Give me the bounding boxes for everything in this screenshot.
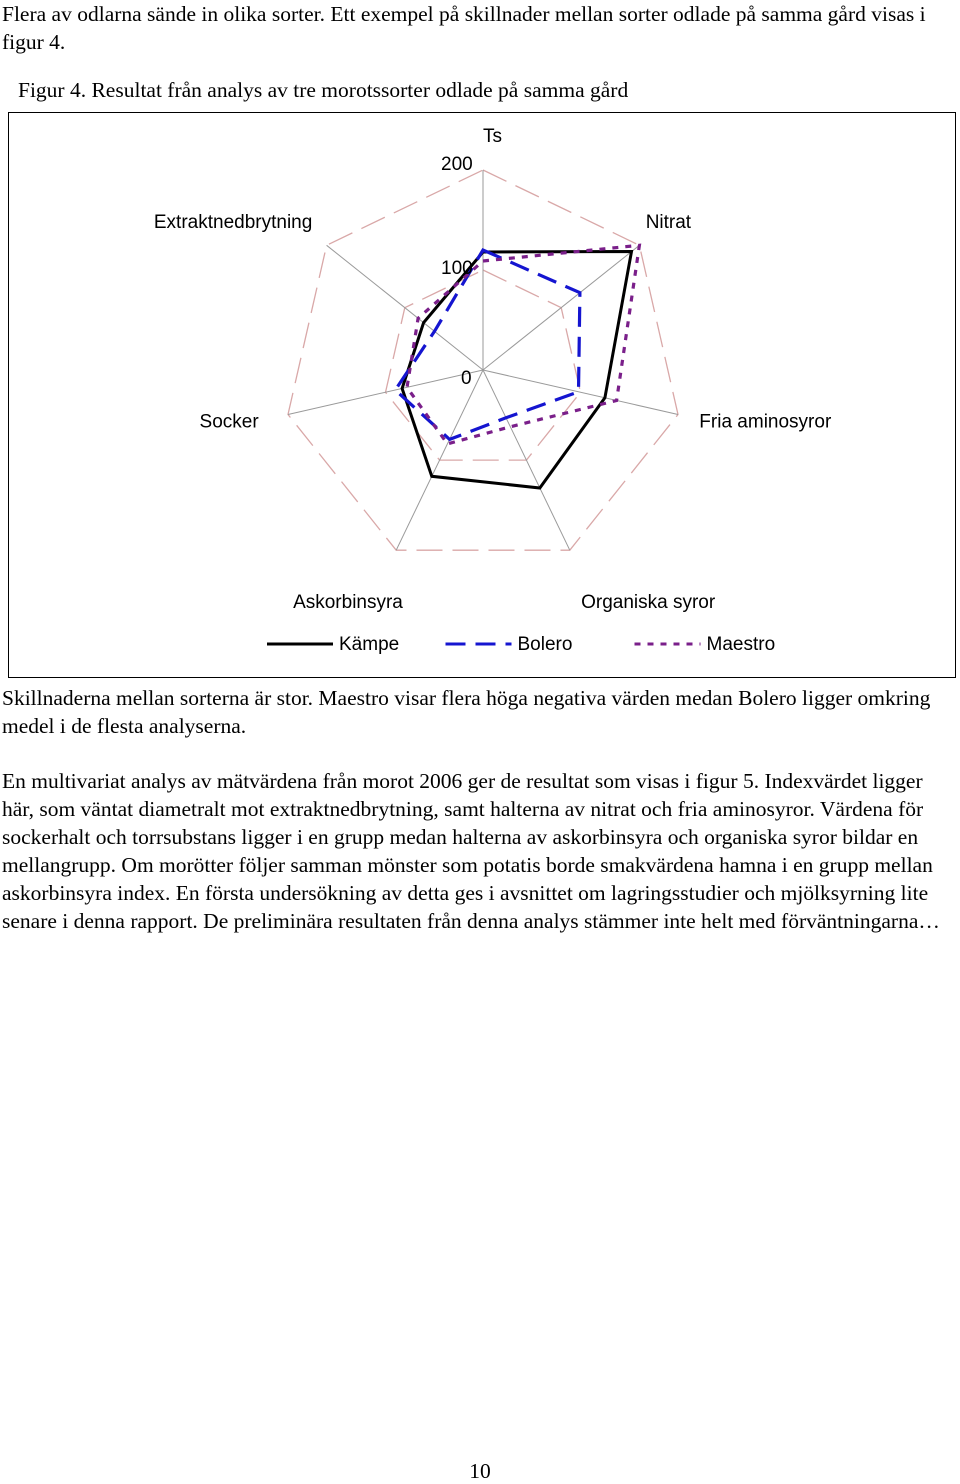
series-bolero: [395, 250, 580, 439]
radar-labels: [154, 126, 832, 613]
axis-label-extraktnedbrytning: Extraktnedbrytning: [153, 212, 313, 234]
axis-label-nitrat: Nitrat: [645, 212, 692, 234]
radar-axes: [288, 170, 678, 550]
axis-label-ts: Ts: [483, 126, 502, 147]
axis-label-socker: Socker: [199, 411, 259, 433]
radar-chart-svg: [9, 113, 955, 677]
axis-label-askorbinsyra: Askorbinsyra: [293, 592, 403, 614]
tick-label-100: 100: [441, 258, 473, 279]
legend-label-bolero: Bolero: [517, 634, 573, 655]
legend-label-k-mpe: Kämpe: [339, 634, 400, 655]
paragraph-multivariate: En multivariat analys av mätvärdena från morot 2006 ger de resultat som visas i figur 5. Indexvärdet ligger här, som väntat diametralt mot extraktnedbrytning, samt halterna av nitrat och fria aminosyror. Värdena för sockerhalt och torrsubstans ligger i en grupp medan halterna av askorbinsyra och organiska syror bildar en mellangrupp. Om morötter följer samman mönster som potatis borde smakvärdena hamna i en grupp mellan askorbinsyra index. En första undersökning av detta ges i avsnittet om lagringsstudier och mjölksyrning lite senare i denna rapport. De preliminära resultaten från denna analys stämmer inte helt med förväntningarna…: [2, 769, 940, 933]
axis-spoke: [483, 370, 678, 415]
radar-series: [395, 245, 639, 488]
tick-label-0: 0: [461, 368, 472, 389]
paragraph-differences: Skillnaderna mellan sorterna är stor. Maestro visar flera höga negativa värden medan Bolero ligger omkring medel i de flesta analyserna.: [2, 686, 931, 738]
axis-spoke: [483, 245, 639, 370]
axis-label-fria-aminosyror: Fria aminosyror: [699, 411, 832, 433]
tick-label-200: 200: [441, 154, 473, 175]
axis-spoke: [396, 370, 483, 550]
radar-chart: [8, 112, 956, 678]
axis-spoke: [288, 370, 483, 415]
page-number: 10: [469, 1459, 491, 1483]
axis-label-organiska-syror: Organiska syror: [581, 592, 716, 614]
intro-paragraph: Flera av odlarna sände in olika sorter. Ett exempel på skillnader mellan sorter odlade på samma gård visas i figur 4.: [2, 2, 926, 54]
chart-legend: [267, 634, 775, 655]
figure-caption: Figur 4. Resultat från analys av tre morotssorter odlade på samma gård: [18, 78, 629, 102]
legend-label-maestro: Maestro: [706, 634, 776, 655]
